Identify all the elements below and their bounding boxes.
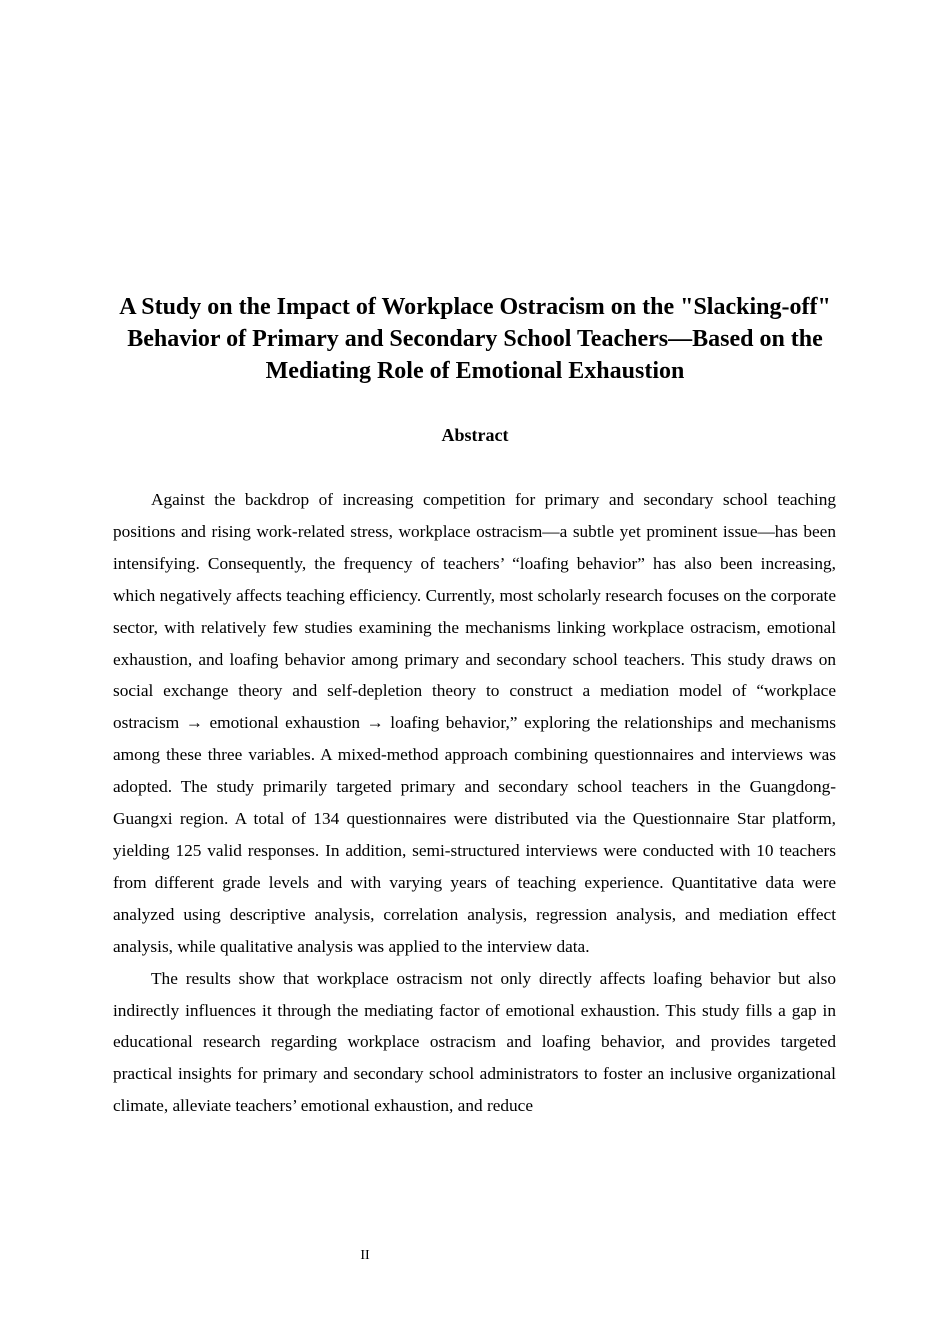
page-number: II	[360, 1248, 370, 1263]
abstract-paragraph-1: Against the backdrop of increasing competition for primary and secondary school teaching positions and rising work-related stress, workplace ostracism—a subtle yet prominent issue—has been intensifying. Consequently, the frequency of teachers’ “loafing behavior” has also been increasing, which negatively affects teaching efficiency. Currently, most scholarly research focuses on the corporate sector, with relatively few studies examining the mechanisms linking workplace ostracism, emotional exhaustion, and loafing behavior among primary and secondary school teachers. This study draws on social exchange theory and self-depletion theory to construct a mediation model of “workplace ostracism → emotional exhaustion → loafing behavior,” exploring the relationships and mechanisms among these three variables. A mixed-method approach combining questionnaires and interviews was adopted. The study primarily targeted primary and secondary school teachers in the Guangdong-Guangxi region. A total of 134 questionnaires were distributed via the Questionnaire Star platform, yielding 125 valid responses. In addition, semi-structured interviews were conducted with 10 teachers from different grade levels and with varying years of teaching experience. Quantitative data were analyzed using descriptive analysis, correlation analysis, regression analysis, and mediation effect analysis, while qualitative analysis was applied to the interview data.	[113, 490, 836, 956]
abstract-body	[113, 484, 836, 1122]
abstract-paragraph-2: The results show that workplace ostracism not only directly affects loafing behavior but also indirectly influences it through the mediating factor of emotional exhaustion. This study fills a gap in educational research regarding workplace ostracism and loafing behavior, and provides targeted practical insights for primary and secondary school administrators to foster an inclusive organizational climate, alleviate teachers’ emotional exhaustion, and reduce	[113, 968, 836, 1116]
paper-title: A Study on the Impact of Workplace Ostracism on the "Slacking-off" Behavior of Primary and Secondary School Teachers—Based on the Mediating Role of Emotional Exhaustion	[119, 294, 831, 384]
abstract-heading: Abstract	[441, 425, 509, 445]
